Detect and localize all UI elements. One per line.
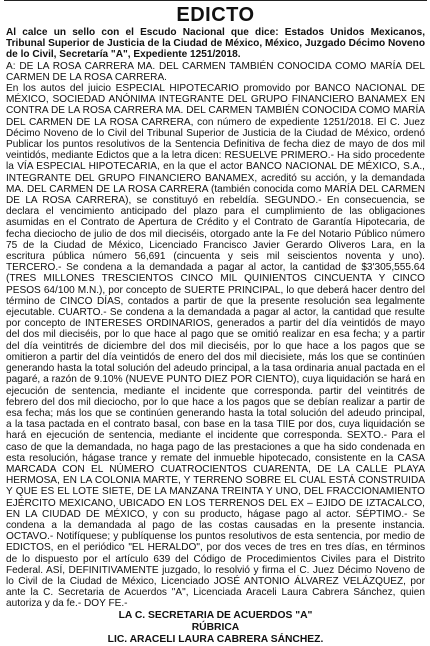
signature-name: LIC. ARACELI LAURA CABRERA SÁNCHEZ.	[107, 633, 324, 645]
lead-paragraph: Al calce un sello con el Escudo Nacional que dice: Estados Unidos Mexicanos, Tribunal Superior de Justicia de la Ciudad de México, México, Juzgado Décimo Noveno de lo Civil, Secretaría "A", Expediente 1251/2018.	[6, 27, 425, 61]
signature-rubric: RÚBRICA	[191, 621, 240, 633]
document-title: EDICTO	[176, 4, 255, 26]
signature-title: LA C. SECRETARIA DE ACUERDOS "A"	[118, 609, 313, 621]
body-paragraph: En los autos del juicio ESPECIAL HIPOTECARIO promovido por BANCO NACIONAL DE MÉXICO, SOCIEDAD ANÓNIMA INTEGRANTE DEL GRUPO FINANCIERO BANAMEX EN CONTRA DE LA ROSA CARRERA MA. DEL CARMEN TAMBIÉN CONOCIDA COMO MARÍA DEL CARMEN DE LA ROSA CARRERA, con número de expediente 1251/2018. El C. Juez Décimo Noveno de lo Civil del Tribunal Superior de Justicia de la Ciudad de México, ordenó Publicar los puntos resolutivos de la Sentencia Definitiva de fecha diez de mayo de dos mil veintidós, mediante Edictos que a la letra dicen: RESUELVE PRIMERO.- Ha sido procedente la VÍA ESPECIAL HIPOTECARIA, en la que el actor BANCO NACIONAL DE MÉXICO, S.A., INTEGRANTE DEL GRUPO FINANCIERO BANAMEX, acreditó su acción, y la demandada MA. DEL CARMEN DE LA ROSA CARRERA (también conocida como MARÍA DEL CARMEN DE LA ROSA CARRERA), se constituyó en rebeldía. SEGUNDO.- En consecuencia, se declara el vencimiento anticipado del plazo para el cumplimiento de las obligaciones asumidas en el Contrato de Apertura de Crédito y el Contrato de Garantía Hipotecaria, de fecha dieciocho de julio de dos mil dieciséis, otorgado ante la Fe del Notario Público número 75 de la Ciudad de México, Licenciado Francisco Javier Gerardo Oliveros Lara, en la escritura pública número 56,691 (cincuenta y seis mil seiscientos noventa y uno). TERCERO.- Se condena a la demandada a pagar al actor, la cantidad de $3'305,555.64 (TRES MILLONES TRESCIENTOS CINCO MIL QUINIENTOS CINCUENTA Y CINCO PESOS 64/100 M.N.), por concepto de SUERTE PRINCIPAL, lo que deberá hacer dentro del término de CINCO DÍAS, contados a partir de que la presente resolución sea legalmente ejecutable. CUARTO.- Se condena a la demandada a pagar al actor, la cantidad que resulte por concepto de INTERESES ORDINARIOS, generados a partir del día veintidós de mayo del dos mil dieciséis, por lo que hace al pago que se omitió realizar en esa fecha; y a partir del día veintitrés de diciembre del dos mil dieciséis, por lo que hace a los pagos que se omitieron a partir del día veintidós de enero del dos mil diecisiete, más los que se continúen generando hasta la total solución del adeudo principal, a la tasa ordinaria anual pactada en el pagaré, a razón de 9.10% (NUEVE PUNTO DIEZ POR CIENTO), cuya liquidación se hará en ejecución de sentencia, mediante el incidente que corresponda. partir del veintitrés de febrero del dos mil dieciocho, por lo que hace a los pagos que se debían realizar a partir de esa fecha; más los que se continúen generando hasta la total solución del adeudo principal, a la tasa pactada en el contrato basal, con base en la tasa TIIE por dos, cuya liquidación se hará en ejecución de sentencia, mediante el incidente que corresponda. SEXTO.- Para el caso de que la demandada, no haga pago de las prestaciones a que ha sido condenada en esta resolución, hágase trance y remate del inmueble hipotecado, consistente en la CASA MARCADA CON EL NÚMERO CUATROCIENTOS CUARENTA, DE LA CALLE PLAYA HERMOSA, EN LA COLONIA MARTE, Y TERRENO SOBRE EL CUAL ESTÁ CONSTRUIDA Y QUE ES EL LOTE SIETE, DE LA MANZANA TREINTA Y UNO, DEL FRACCIONAMIENTO EJÉRCITO MEXICANO, UBICADO EN LOS TERRENOS DEL EX – EJIDO DE IZTACALCO, EN LA CIUDAD DE MÉXICO, y con su producto, hágase pago al actor. SÉPTIMO.- Se condena a la demandada al pago de las costas causadas en la presente instancia. OCTAVO.- Notifíquese; y publíquense los puntos resolutivos de esta sentencia, por medio de EDICTOS, en el periódico "EL HERALDO", por dos veces de tres en tres días, en términos de lo dispuesto por el artículo 639 del Código de Procedimientos Civiles para el Distrito Federal. ASÍ, DEFINITIVAMENTE juzgado, lo resolvió y firma el C. Juez Décimo Noveno de lo Civil de la Ciudad de México, Licenciado JOSÉ ANTONIO ÁLVAREZ VELÁZQUEZ, por ante la C. Secretaria de Acuerdos "A", Licenciada Araceli Laura Cabrera Sánchez, quien autoriza y da fe.- DOY FE.-	[6, 83, 425, 610]
top-rule	[4, 0, 427, 1]
signature-block	[6, 610, 425, 646]
addressee-paragraph: A: DE LA ROSA CARRERA MA. DEL CARMEN TAMBIÉN CONOCIDA COMO MARÍA DEL CARMEN DE LA ROSA CARRERA.	[6, 60, 425, 83]
